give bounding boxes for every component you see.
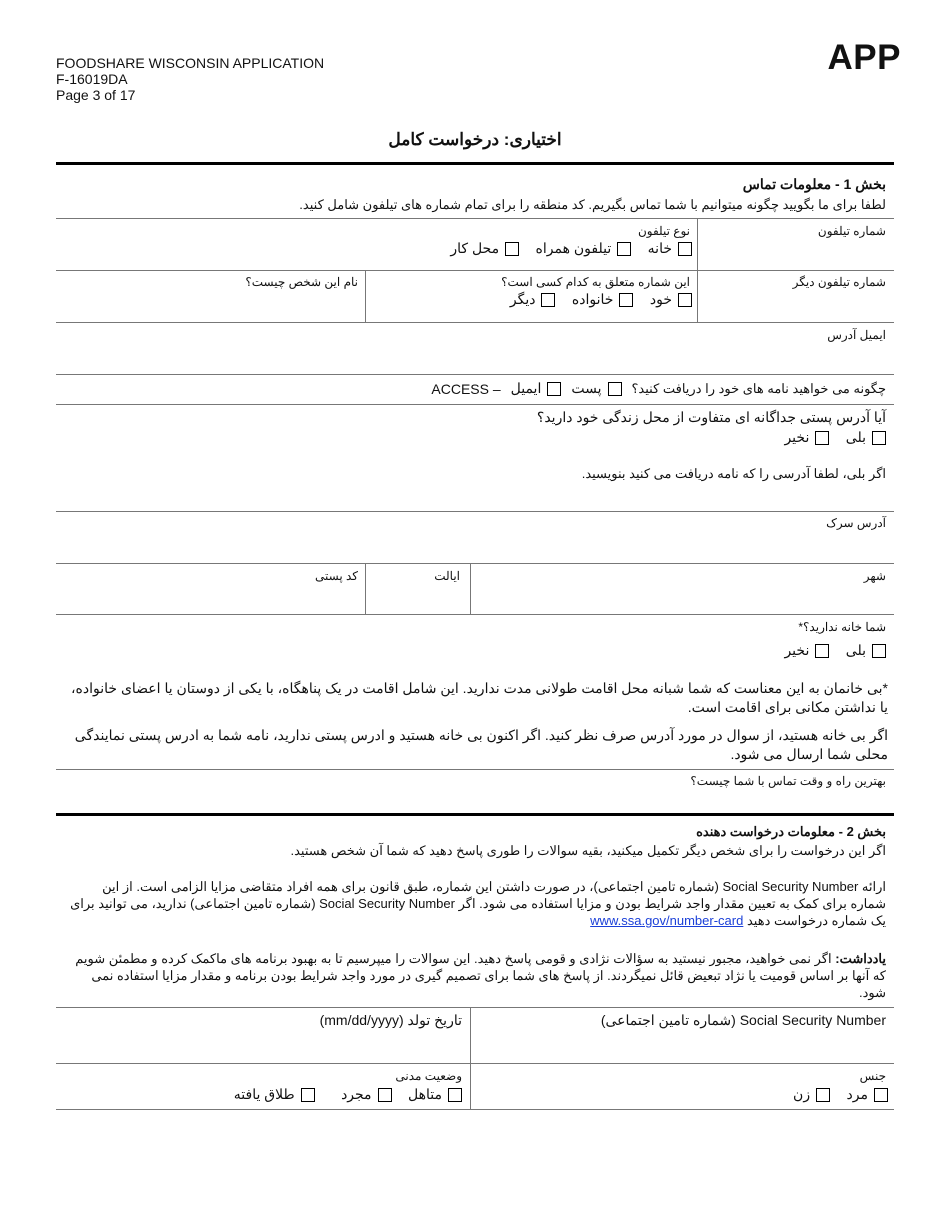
belongs-label: این شماره متعلق به کدام کسی است؟: [501, 275, 690, 289]
letters-row: [431, 380, 886, 397]
ssn-paragraph: [64, 878, 886, 929]
marital-married[interactable]: متاهل: [408, 1086, 462, 1103]
phone-type-work[interactable]: محل کار: [450, 240, 519, 257]
state-label: ایالت: [434, 569, 460, 583]
checkbox[interactable]: [617, 242, 631, 256]
homeless-no[interactable]: نخیر: [784, 642, 829, 659]
checkbox[interactable]: [378, 1088, 392, 1102]
section-1-rule: [56, 162, 894, 165]
belongs-options: [498, 291, 692, 312]
marital-options: [212, 1086, 462, 1107]
checkbox[interactable]: [816, 1088, 830, 1102]
mailing-instruction: اگر بلی، لطفا آدرسی را که نامه دریافت می کنید بنویسید.: [581, 466, 886, 481]
divider: [56, 374, 894, 375]
divider: [56, 1063, 894, 1064]
letters-access: ACCESS –: [431, 380, 501, 397]
marital-divorced[interactable]: طلاق یافته: [234, 1086, 315, 1103]
divider: [56, 1007, 894, 1008]
divider: [365, 563, 366, 614]
note-text: اگر نمی خواهید، مجبور نیستید به سؤالات نژادی و قومی پاسخ دهید. این سوالات را میپرسیم تا به بهبود برنامه های ماکمک کرده و مطمئن شویم که آنها بر اساس قومیت یا نژاد تبعیض قائل نمیگردند. از پاسخ های شما برای تصمیم گیری در مورد واجد شرایط بودن برنامه و مقدار مزایا استفاده نمی شود.: [75, 951, 886, 1000]
homeless-yes[interactable]: بلی: [846, 642, 886, 659]
section-2-heading: بخش 2 - معلومات درخواست دهنده: [696, 824, 886, 839]
form-id: F-16019DA: [56, 71, 128, 87]
best-contact-label: بهترین راه و وقت تماس با شما چیست؟: [690, 774, 886, 788]
marital-label: وضعیت مدنی: [395, 1069, 462, 1083]
homeless-instruction: اگر بی خانه هستید، از سوال در مورد آدرس صرف نظر کنید. اگر اکنون بی خانه هستید و ادرس پستی ندارید، نامه شما به ادرس پستی نمایندگی محلی شما ارسال می شود.: [74, 727, 888, 762]
divider: [56, 404, 894, 405]
phone-type-mobile[interactable]: تیلفون همراه: [536, 240, 632, 257]
divider: [56, 218, 894, 219]
letters-post[interactable]: پست: [571, 380, 621, 397]
checkbox[interactable]: [874, 1088, 888, 1102]
section-1-heading: بخش 1 - معلومات تماس: [742, 176, 886, 192]
divider: [56, 270, 894, 271]
zip-label: کد پستی: [314, 569, 358, 583]
checkbox[interactable]: [505, 242, 519, 256]
sex-options: [773, 1086, 888, 1107]
checkbox[interactable]: [301, 1088, 315, 1102]
checkbox[interactable]: [448, 1088, 462, 1102]
other-phone-label: شماره تیلفون دیگر: [792, 275, 886, 289]
section-1-intro: لطفا برای ما بگویید چگونه میتوانیم با شما تماس بگیریم. کد منطقه را برای تمام شماره های تیلفون شامل کنید.: [299, 197, 886, 212]
note-label: یادداشت:: [835, 951, 886, 966]
sex-male[interactable]: مرد: [847, 1086, 888, 1103]
checkbox[interactable]: [608, 382, 622, 396]
checkbox[interactable]: [872, 431, 886, 445]
divider: [56, 322, 894, 323]
mailing-question: آیا آدرس پستی جداگانه ای متفاوت از محل زندگی خود دارید؟: [536, 409, 886, 425]
divider: [56, 1109, 894, 1110]
mailing-yes[interactable]: بلی: [846, 429, 886, 446]
checkbox[interactable]: [678, 242, 692, 256]
letters-email[interactable]: ایمیل: [511, 380, 562, 397]
divider: [56, 614, 894, 615]
homeless-question: شما خانه ندارید؟*: [798, 620, 886, 634]
divider: [470, 1007, 471, 1109]
mailing-no[interactable]: نخیر: [784, 429, 829, 446]
mailing-options: [772, 429, 886, 450]
checkbox[interactable]: [872, 644, 886, 658]
section-2-rule: [56, 813, 894, 816]
form-name: FOODSHARE WISCONSIN APPLICATION: [56, 55, 325, 71]
phone-type-options: [438, 240, 692, 261]
checkbox[interactable]: [815, 644, 829, 658]
ssn-paragraph-text: ارائه Social Security Number (شماره تامین اجتماعی)، در صورت داشتن این شماره، طبق قانون برای همه افراد متقاضی مزایا الزامی است. از این شماره برای کمک به تعیین مقدار واجد شرایط بودن و مزایا استفاده می شود. اگر Social Security Number (شماره تامین اجتماعی) ندارید، می توانید برای یک شماره درخواست دهید: [70, 879, 886, 928]
street-label: آدرس سرک: [826, 516, 886, 530]
marital-single[interactable]: مجرد: [341, 1086, 392, 1103]
ssn-field-label: Social Security Number (شماره تامین اجتماعی): [600, 1012, 886, 1028]
person-name-label: نام این شخص چیست؟: [245, 275, 358, 289]
ssn-link[interactable]: www.ssa.gov/number-card: [590, 913, 744, 928]
divider: [365, 270, 366, 322]
divider: [56, 563, 894, 564]
homeless-options: [766, 642, 886, 663]
city-label: شهر: [863, 569, 886, 583]
page-number: Page 3 of 17: [56, 87, 136, 103]
belongs-other[interactable]: دیگر: [510, 291, 556, 308]
letters-question: چگونه می خواهید نامه های خود را دریافت کنید؟: [631, 380, 886, 396]
note-paragraph: [64, 950, 886, 1001]
phone-type-home[interactable]: خانه: [648, 240, 692, 257]
sex-label: جنس: [859, 1069, 886, 1083]
checkbox[interactable]: [547, 382, 561, 396]
app-badge: APP: [827, 38, 901, 77]
page-title: اختیاری: درخواست کامل: [388, 130, 562, 149]
belongs-family[interactable]: خانواده: [572, 291, 634, 308]
belongs-self[interactable]: خود: [650, 291, 692, 308]
divider: [56, 769, 894, 770]
section-2-intro: اگر این درخواست را برای شخص دیگر تکمیل میکنید، بقیه سوالات را طوری پاسخ دهید که شما آن شخص هستید.: [290, 843, 886, 858]
checkbox[interactable]: [541, 293, 555, 307]
checkbox[interactable]: [678, 293, 692, 307]
sex-female[interactable]: زن: [793, 1086, 830, 1103]
checkbox[interactable]: [619, 293, 633, 307]
phone-type-label: نوع تیلفون: [637, 224, 690, 238]
dob-label: تاریخ تولد (mm/dd/yyyy): [319, 1012, 462, 1028]
divider: [56, 511, 894, 512]
divider: [470, 563, 471, 614]
checkbox[interactable]: [815, 431, 829, 445]
email-label: ایمیل آدرس: [827, 328, 886, 342]
homeless-note: *بی خانمان به این معناست که شما شبانه محل اقامت طولانی مدت ندارید. این شامل اقامت در یک پناهگاه، با یکی از دوستان یا اعضای خانواده، یا نداشتن مکانی برای اقامت است.: [71, 680, 888, 715]
phone-label: شماره تیلفون: [817, 224, 886, 238]
